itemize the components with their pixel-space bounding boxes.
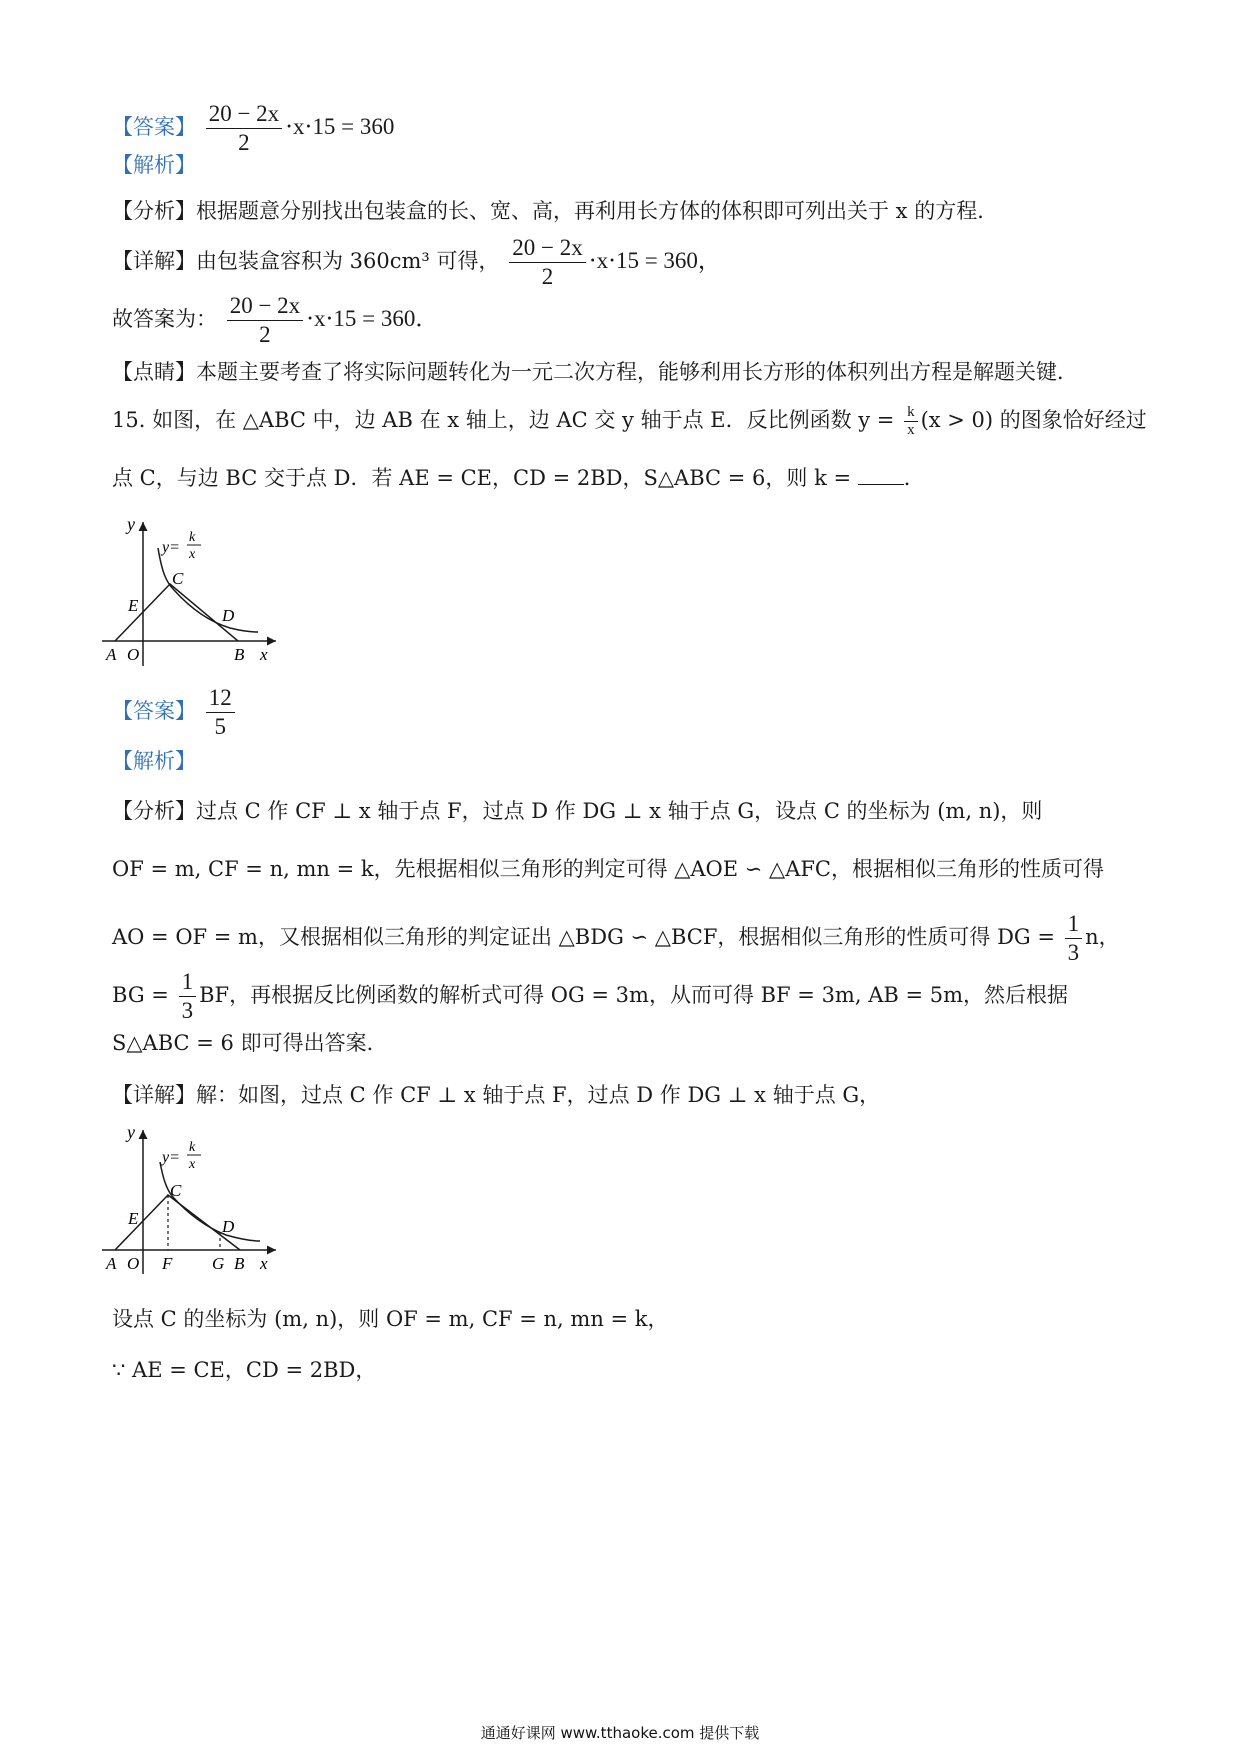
- conclusion-fraction: $\frac{20 - 2x}{2}$: [227, 292, 303, 349]
- q15-answer: 【答案】 $\frac{12}{5}$: [112, 684, 238, 741]
- analysis-heading: 【解析】: [112, 153, 196, 177]
- func-fraction: $\frac{k}{x}$: [904, 404, 918, 439]
- fenxi-line2: OF = m, CF = n, mn = k，先根据相似三角形的判定可得 △AOE ∽ △AFC，根据相似三角形的性质可得: [112, 857, 1105, 881]
- prev-detail: 【详解】由包装盒容积为 360cm³ 可得， $\frac{20 - 2x}{2}$ ⋅x⋅15 = 360，: [112, 235, 721, 289]
- fenxi-line3: AO = OF = m，又根据相似三角形的判定证出 △BDG ∽ △BCF，根据相似三角形的性质可得 DG = $\frac{1}{3}$ n，: [112, 911, 1120, 965]
- fig2-label: O: [127, 1254, 140, 1273]
- fig2-label: D: [222, 1217, 235, 1236]
- detail-line1: 【详解】解：如图，过点 C 作 CF ⊥ x 轴于点 F，过点 D 作 DG ⊥ x 轴于点 G，: [112, 1083, 881, 1107]
- third-fraction: $\frac{1}{3}$: [1065, 910, 1083, 967]
- fig1-label: D: [222, 606, 235, 625]
- fenxi-line5: S△ABC = 6 即可得出答案．: [112, 1031, 388, 1055]
- q15-answer-fraction: $\frac{12}{5}$: [206, 684, 235, 741]
- prev-answer-line: [112, 100, 394, 157]
- q15-line2: 点 C，与边 BC 交于点 D．若 AE = CE，CD = 2BD，S△ABC = 6，则 k = ．: [112, 466, 925, 490]
- prev-comment: 【点睛】本题主要考查了将实际问题转化为一元二次方程，能够利用长方形的体积列出方程是解题关键．: [112, 360, 1078, 384]
- detail-line3: ∵ AE = CE，CD = 2BD，: [112, 1358, 377, 1382]
- fig2-label: F: [162, 1254, 173, 1273]
- figure-1: [100, 512, 285, 672]
- fig1-label: y: [127, 514, 135, 534]
- fig1-label: C: [172, 569, 184, 588]
- answer-blank: [858, 466, 904, 485]
- answer-fraction: $\frac{20 - 2x}{2}$: [206, 100, 282, 157]
- fig2-label: k: [189, 1140, 196, 1155]
- fig2-label: y: [127, 1122, 135, 1142]
- answer-label: 【答案】: [112, 115, 196, 139]
- fig1-label: x: [260, 645, 268, 664]
- fig1-label: k: [189, 530, 196, 545]
- analysis-heading-2: 【解析】: [112, 749, 196, 773]
- fenxi-line4: BG = $\frac{1}{3}$ BF，再根据反比例函数的解析式可得 OG = 3m，从而可得 BF = 3m, AB = 5m，然后根据: [112, 969, 1069, 1023]
- fig2-label: y=: [162, 1149, 180, 1166]
- fig2-label: E: [128, 1209, 139, 1228]
- fig1-label: B: [234, 645, 245, 664]
- page-footer: 通通好课网 www.tthaoke.com 提供下载: [480, 1724, 760, 1742]
- fig2-label: C: [170, 1181, 182, 1200]
- fig1-label: x: [189, 547, 196, 562]
- fig2-label: B: [234, 1254, 245, 1273]
- detail-line2: 设点 C 的坐标为 (m, n)，则 OF = m, CF = n, mn = k，: [112, 1307, 669, 1331]
- figure-2: [100, 1120, 285, 1280]
- third-fraction-2: $\frac{1}{3}$: [179, 968, 197, 1025]
- fig2-label: x: [189, 1157, 196, 1172]
- answer-tail: ⋅x⋅15 = 360: [285, 114, 395, 139]
- detail-fraction: $\frac{20 - 2x}{2}$: [509, 234, 585, 291]
- q15-line1: 15. 如图，在 △ABC 中，边 AB 在 x 轴上，边 AC 交 y 轴于点 E．反比例函数 y = $\frac{k}{x}$ (x > 0) 的图象恰好经过: [112, 404, 1147, 438]
- fig2-label: x: [260, 1254, 268, 1273]
- prev-conclusion: 故答案为： $\frac{20 - 2x}{2}$ ⋅x⋅15 = 360．: [112, 293, 439, 347]
- prev-fenxi: 【分析】根据题意分别找出包装盒的长、宽、高，再利用长方体的体积即可列出关于 x 的方程．: [112, 199, 999, 223]
- fenxi-line1: 【分析】过点 C 作 CF ⊥ x 轴于点 F，过点 D 作 DG ⊥ x 轴于点 G，设点 C 的坐标为 (m, n)，则: [112, 799, 1043, 823]
- fig1-label: y=: [162, 539, 180, 556]
- fig1-label: E: [128, 596, 139, 615]
- fig2-label: G: [212, 1254, 225, 1273]
- fig2-label: A: [106, 1254, 117, 1273]
- fig1-label: O: [127, 645, 140, 664]
- fig1-label: A: [106, 645, 117, 664]
